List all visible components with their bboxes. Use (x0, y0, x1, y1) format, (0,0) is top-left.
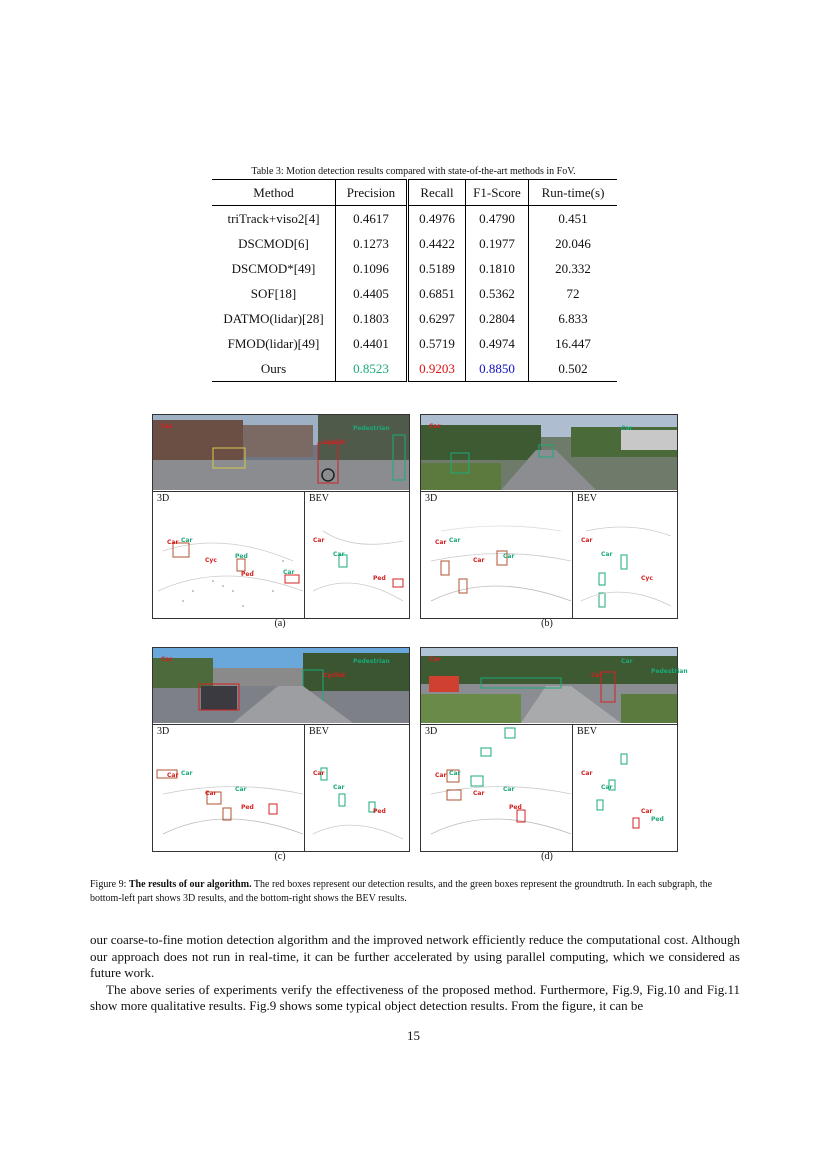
cell-runtime: 20.332 (555, 260, 591, 276)
lidar-scan-render (153, 724, 409, 851)
header-f1: F1-Score (466, 180, 529, 206)
scan-3d-tag: Car (235, 786, 247, 793)
header-runtime: Run-time(s) (541, 184, 605, 200)
cell-runtime: 0.451 (558, 210, 588, 226)
scan-bev-tag: Car (313, 537, 325, 544)
photo-tag: Cyclist (323, 672, 346, 679)
cell-runtime: 6.833 (558, 310, 588, 326)
scan-bev-tag: Car (641, 808, 653, 815)
cell-recall: 0.5719 (408, 331, 466, 356)
cell-recall: 0.4422 (408, 231, 466, 256)
scan-bev-tag: Car (313, 770, 325, 777)
photo-tag: Car (429, 656, 441, 663)
scan-3d-tag: Cyc (205, 557, 217, 564)
figure-panel-a (152, 414, 410, 619)
scan-3d-tag: Car (283, 569, 295, 576)
camera-image-render (421, 648, 677, 723)
scan-bev-tag: Ped (373, 808, 386, 815)
cell-runtime: 20.046 (555, 235, 591, 251)
cell-method: FMOD(lidar)[49] (212, 331, 336, 356)
paragraph: our coarse-to-fine motion detection algorithm and the improved network efficiently reduce the computational cost. Although our approach does not run in real-time, it can be further accelerated by using parallel computing, which we considered as future work. (90, 932, 740, 980)
cell-f1: 0.4790 (466, 206, 529, 232)
table-row (212, 256, 617, 281)
figure-caption-title: The results of our algorithm. (128, 879, 252, 890)
cell-f1: 0.8850 (466, 356, 529, 382)
scan-3d-tag: Car (449, 537, 461, 544)
table-row-ours (212, 356, 617, 382)
cell-precision: 0.4617 (336, 206, 408, 232)
figure-caption (90, 878, 740, 906)
header-precision: Precision (336, 180, 408, 206)
figure-caption-text: The red boxes represent our detection results, and the green boxes represent the groundtruth. In each subgraph, the bottom-left part shows 3D results, and the bottom-right shows the BEV results. (90, 879, 713, 904)
scan-3d-tag: Ped (241, 571, 254, 578)
cell-recall: 0.6851 (408, 281, 466, 306)
cell-precision: 0.1273 (336, 231, 408, 256)
cell-f1: 0.4974 (466, 331, 529, 356)
photo-tag: Car (591, 672, 603, 679)
cell-method: Ours (212, 356, 336, 382)
photo-tag: Car (161, 656, 173, 663)
scan-bev-tag: Car (601, 551, 613, 558)
scan-bev-tag: Car (581, 537, 593, 544)
body-text (90, 932, 740, 1015)
cell-method: SOF[18] (212, 281, 336, 306)
scan-3d-tag: Ped (235, 553, 248, 560)
scan-3d-tag: Car (167, 772, 179, 779)
cell-recall: 0.5189 (408, 256, 466, 281)
label-bev: BEV (309, 493, 329, 504)
cell-runtime: 16.447 (555, 335, 591, 351)
table-row (212, 231, 617, 256)
scan-bev-tag: Ped (651, 816, 664, 823)
cell-runtime: 0.502 (558, 360, 588, 376)
label-3d: 3D (425, 726, 438, 737)
lidar-scan-render (421, 724, 677, 851)
photo-tag: Pedestrian (353, 425, 390, 432)
sublabel-d: (d) (541, 851, 553, 862)
scan-3d-tag: Car (181, 770, 193, 777)
figure-panel-b (420, 414, 678, 619)
photo-tag: Car (161, 423, 173, 430)
cell-f1: 0.2804 (466, 306, 529, 331)
table-row (212, 306, 617, 331)
scan-bev-tag: Cyc (641, 575, 653, 582)
cell-f1: 0.1810 (466, 256, 529, 281)
scan-3d-tag: Car (181, 537, 193, 544)
cell-precision: 0.1096 (336, 256, 408, 281)
label-bev: BEV (577, 493, 597, 504)
cell-recall: 0.4976 (408, 206, 466, 232)
scan-3d-tag: Car (503, 786, 515, 793)
cell-recall: 0.9203 (408, 356, 466, 382)
scan-bev-tag: Ped (373, 575, 386, 582)
cell-method: triTrack+viso2[4] (212, 206, 336, 232)
cell-precision: 0.8523 (336, 356, 408, 382)
camera-image (421, 415, 677, 490)
cell-method: DSCMOD*[49] (212, 256, 336, 281)
lidar-scan-render (153, 491, 409, 618)
camera-image-render (421, 415, 677, 490)
cell-runtime: 72 (566, 285, 580, 301)
scan-3d-tag: Ped (509, 804, 522, 811)
table-caption: Table 3: Motion detection results compared with state-of-the-art methods in FoV. (251, 166, 576, 177)
sublabel-a: (a) (274, 618, 286, 629)
scan-3d-tag: Car (167, 539, 179, 546)
table-row (212, 206, 617, 232)
cell-precision: 0.1803 (336, 306, 408, 331)
figure-caption-prefix: Figure 9: (90, 879, 127, 890)
cell-precision: 0.4405 (336, 281, 408, 306)
scan-3d-tag: Car (503, 553, 515, 560)
label-bev: BEV (577, 726, 597, 737)
scan-bev-tag: Car (333, 551, 345, 558)
scan-3d-tag: Car (205, 790, 217, 797)
paragraph: The above series of experiments verify the effectiveness of the proposed method. Furthermore, Fig.9, Fig.10 and Fig.11 show more qualitative results. Fig.9 shows some typical object detection results. From the figure, it can be (90, 981, 740, 1013)
photo-tag: Car (429, 423, 441, 430)
scan-bev-tag: Car (601, 784, 613, 791)
cell-f1: 0.5362 (466, 281, 529, 306)
scan-3d-tag: Car (435, 539, 447, 546)
photo-tag: Car (621, 425, 633, 432)
camera-image (421, 648, 677, 723)
sublabel-c: (c) (274, 851, 286, 862)
header-recall: Recall (408, 180, 466, 206)
photo-tag: Cyclist (323, 439, 346, 446)
photo-tag: Car (621, 658, 633, 665)
scan-bev-tag: Car (581, 770, 593, 777)
scan-3d-tag: Ped (241, 804, 254, 811)
label-3d: 3D (157, 726, 170, 737)
sublabel-b: (b) (541, 618, 553, 629)
figure-panel-d (420, 647, 688, 852)
cell-method: DSCMOD[6] (212, 231, 336, 256)
cell-method: DATMO(lidar)[28] (212, 306, 336, 331)
label-3d: 3D (425, 493, 438, 504)
cell-f1: 0.1977 (466, 231, 529, 256)
scan-bev-tag: Car (333, 784, 345, 791)
label-bev: BEV (309, 726, 329, 737)
photo-tag: Pedestrian (353, 658, 390, 665)
cell-recall: 0.6297 (408, 306, 466, 331)
scan-3d-tag: Car (473, 790, 485, 797)
table-row (212, 281, 617, 306)
scan-3d-tag: Car (449, 770, 461, 777)
lidar-scan-render (421, 491, 677, 618)
scan-3d-tag: Car (435, 772, 447, 779)
scan-3d-tag: Car (473, 557, 485, 564)
cell-precision: 0.4401 (336, 331, 408, 356)
photo-tag: Pedestrian (651, 668, 688, 675)
results-table (212, 179, 617, 382)
page-number: 15 (407, 1028, 420, 1043)
figure-panel-c (152, 647, 410, 852)
table-header-row (212, 180, 617, 206)
label-3d: 3D (157, 493, 170, 504)
header-method: Method (212, 180, 336, 206)
table-row (212, 331, 617, 356)
